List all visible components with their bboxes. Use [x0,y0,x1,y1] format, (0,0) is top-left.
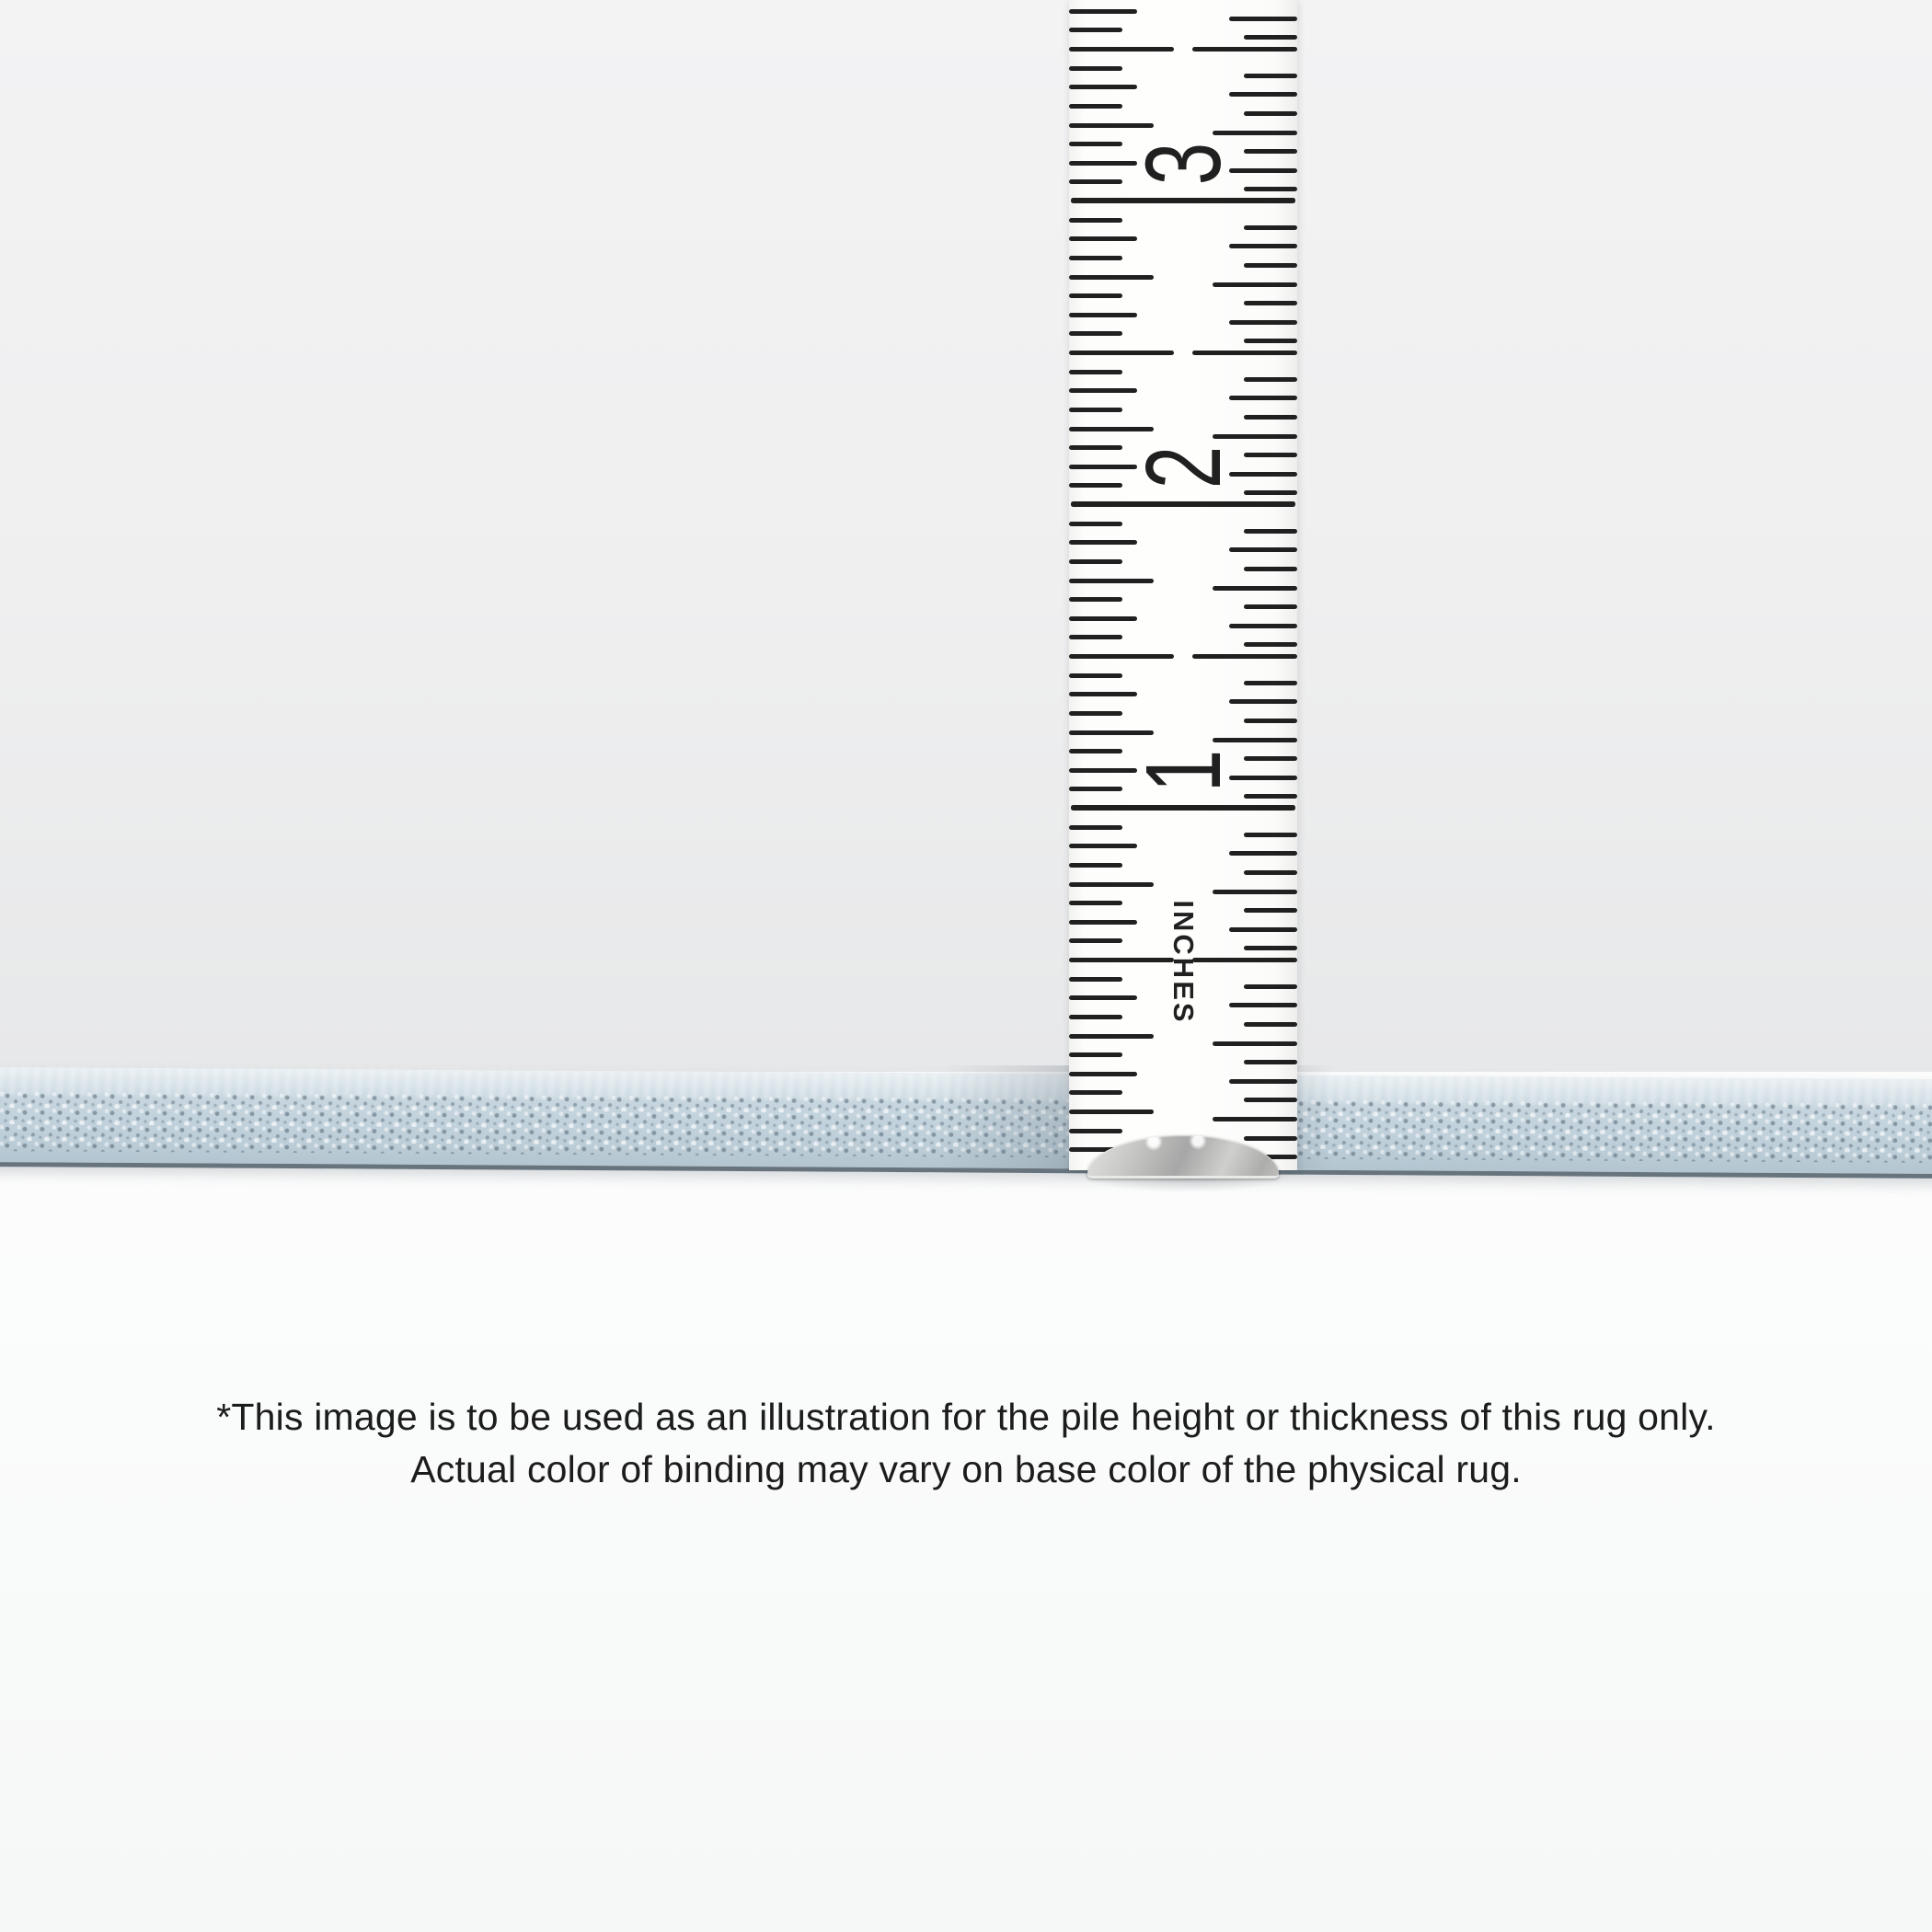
tick-mark [1192,654,1297,659]
tick-mark [1229,851,1297,856]
tick-mark [1069,522,1122,526]
tick-mark [1069,142,1122,146]
tick-mark [1244,35,1297,40]
tick-mark [1244,1098,1297,1102]
ruler-shadow-on-rug [938,1065,1069,1168]
tick-mark [1069,256,1122,260]
ruler-number-3: 3 [1123,142,1243,186]
tick-mark [1069,654,1174,659]
tick-mark [1244,415,1297,420]
tick-mark [1229,244,1297,248]
tick-mark [1244,187,1297,191]
tick-mark [1244,604,1297,609]
tick-mark [1213,1041,1297,1046]
tick-mark [1069,749,1122,753]
tick-mark [1229,699,1297,704]
tick-mark [1069,47,1174,52]
tick-mark [1069,616,1137,621]
tick-mark [1069,179,1122,184]
ruler-number-2: 2 [1123,445,1243,489]
tick-mark [1229,624,1297,628]
tick-mark [1069,597,1122,602]
tick-mark [1069,351,1174,355]
tick-mark [1244,529,1297,534]
tick-mark [1244,111,1297,116]
tick-mark [1069,388,1137,393]
tick-mark [1069,559,1122,564]
tick-mark [1069,331,1122,336]
tick-mark [1244,301,1297,305]
tick-mark [1069,540,1137,545]
disclaimer-line-2: Actual color of binding may vary on base color of the physical rug. [410,1448,1522,1490]
tick-mark [1244,1136,1297,1141]
tick-mark [1069,293,1122,298]
tick-mark [1244,377,1297,382]
tick-mark [1069,9,1137,14]
disclaimer-text [0,1391,1932,1496]
tick-mark [1069,370,1122,374]
tick-mark [1069,66,1122,71]
tick-mark [1069,1034,1154,1039]
tick-mark [1069,882,1154,887]
tick-mark [1069,408,1122,412]
tick-mark [1069,218,1122,223]
tick-mark [1244,719,1297,723]
tick-mark [1069,1052,1122,1057]
tick-mark [1069,1110,1154,1114]
tick-mark [1244,149,1297,154]
tick-mark [1244,870,1297,875]
tick-mark [1229,92,1297,97]
tick-mark [1069,711,1122,716]
tick-mark [1244,567,1297,571]
tick-mark [1069,1090,1122,1095]
tick-mark [1069,825,1122,830]
tick-mark [1229,17,1297,21]
tick-mark [1244,681,1297,685]
tick-mark [1069,579,1154,583]
tick-mark [1069,236,1137,241]
tick-mark [1069,635,1122,639]
tick-mark [1244,642,1297,647]
ruler-tape [1069,0,1297,1170]
ruler-end-clip [1087,1135,1279,1179]
tick-mark [1069,1072,1137,1076]
tick-mark [1244,225,1297,230]
tick-mark [1244,1060,1297,1064]
tick-mark [1244,263,1297,268]
tick-mark [1244,490,1297,495]
tick-mark [1192,47,1297,52]
tick-mark [1244,833,1297,837]
tick-mark [1192,351,1297,355]
tick-mark [1244,794,1297,799]
tick-mark [1069,275,1154,280]
tick-mark [1069,673,1122,678]
tick-mark [1069,85,1137,89]
tick-mark [1069,445,1122,450]
tick-mark [1213,586,1297,591]
tick-mark [1229,396,1297,400]
ruler-number-1: 1 [1123,749,1243,793]
tick-mark [1069,313,1137,317]
tick-mark [1069,28,1122,32]
tick-mark [1244,453,1297,457]
tick-mark [1069,787,1122,791]
tick-mark [1069,104,1122,109]
ruler-unit-label: INCHES [1167,900,1200,1025]
tick-mark [1244,756,1297,761]
tick-mark [1244,339,1297,343]
disclaimer-line-1: *This image is to be used as an illustration for the pile height or thickness of this rug only. [216,1396,1716,1438]
tick-mark [1229,547,1297,552]
tick-mark [1069,863,1122,868]
background-floor [0,1072,1932,1932]
tick-mark [1229,320,1297,325]
tick-mark [1069,692,1137,696]
tick-mark [1244,74,1297,78]
ruler-shadow-on-rug-right [1297,1065,1334,1168]
tick-mark [1213,1117,1297,1121]
tick-mark [1069,844,1137,848]
tick-mark [1213,282,1297,287]
tick-mark [1069,1129,1122,1133]
tick-mark [1069,483,1122,488]
tick-mark [1229,1079,1297,1084]
